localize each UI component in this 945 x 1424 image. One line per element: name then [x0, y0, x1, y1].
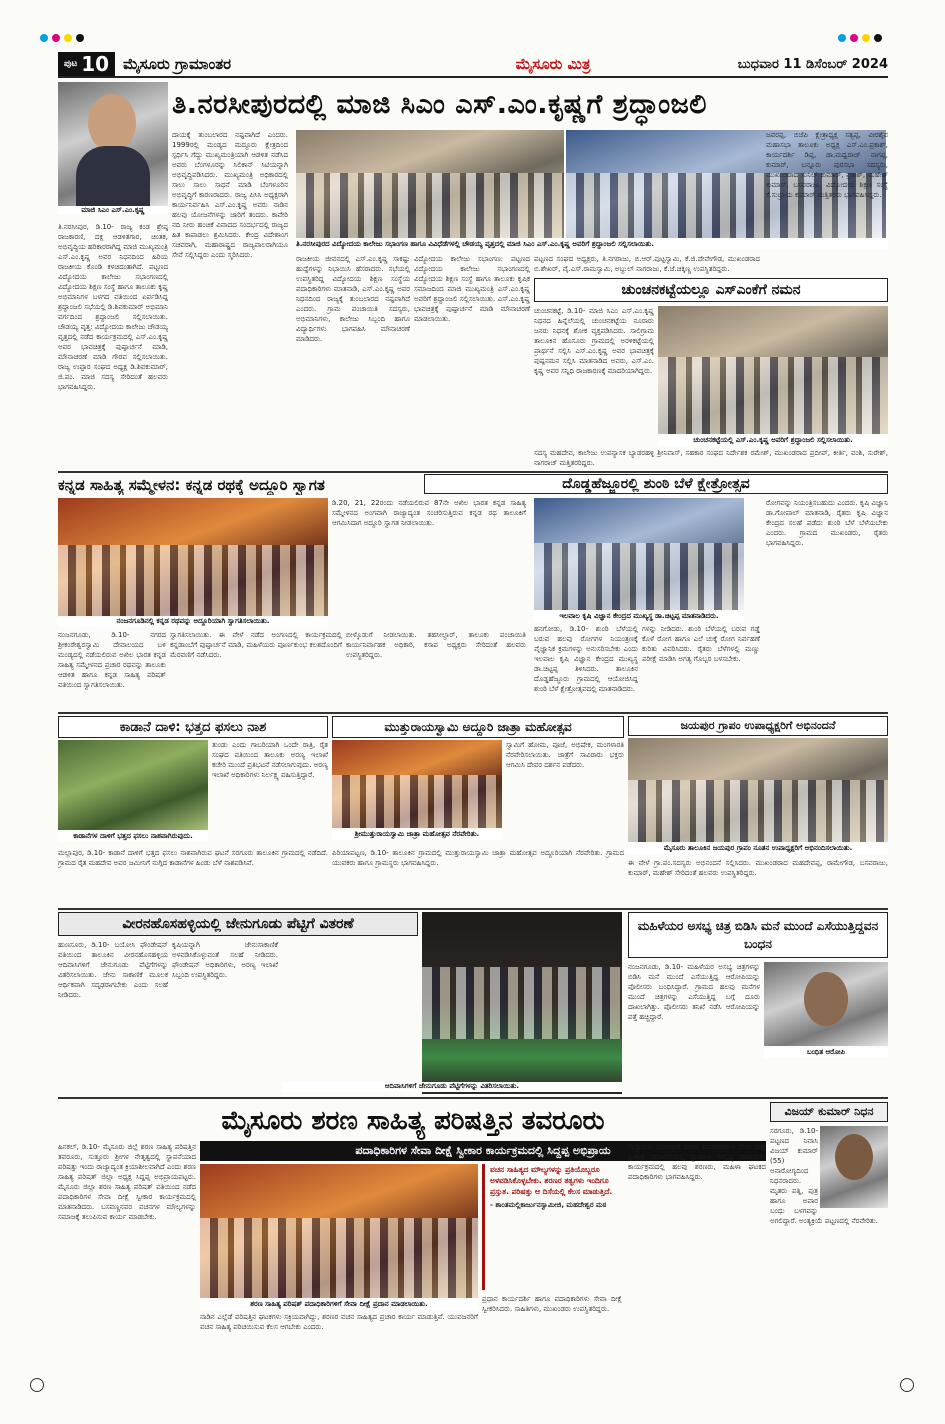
jatra-col-2: ಪಿರಿಯಾಪಟ್ಟಣ, ಡಿ.10- ತಾಲೂಕಿನ ಗ್ರಾಮದಲ್ಲಿ ಮುತ್ತುರಾಯಸ್ವಾಮಿ ಜಾತ್ರಾ ಮಹೋತ್ಸವ ಅದ್ದೂರಿಯಾಗಿ ನೆರವೇರಿತು. ಗ್ರಾಮದ ಯುವಕರು ಹಾಗೂ ಗ್ರಾಮಸ್ಥರು ಭಾಗವಹಿಸಿದ್ದರು. [332, 849, 624, 867]
sahitya-side: ಡಿ.20, 21, 22ರಂದು ನಡೆಯಲಿರುವ 87ನೇ ಅಖಿಲ ಭಾರತ ಕನ್ನಡ ಸಾಹಿತ್ಯ ಸಮ್ಮೇಳನದ ಅಂಗವಾಗಿ ರಾಜ್ಯಾದ್ಯಂತ ಸಂಚರಿಸುತ್ತಿರುವ ಕನ್ನಡ ರಥ ತಾಲೂಕಿಗೆ ಆಗಮಿಸಿದಾಗ ಅದ್ದೂರಿ ಸ್ವಾಗತ ನೀಡಲಾಯಿತು. [332, 499, 526, 527]
magenta-dot [52, 34, 60, 42]
portrait-caption: ಮಾಜಿ ಸಿಎಂ ಎಸ್.ಎಂ.ಕೃಷ್ಣ [58, 206, 168, 215]
cyan-dot [40, 34, 48, 42]
divider [58, 712, 888, 714]
mahile-body: ನಂಜನಗೂಡು, ಡಿ.10- ಮಹಿಳೆಯರ ಅಸಭ್ಯ ಚಿತ್ರಗಳನ್ನು ಬಿಡಿಸಿ ಮನೆ ಮುಂದೆ ಎಸೆಯುತ್ತಿದ್ದ ಆರೋಪಿಯನ್ನು ಪೊಲೀಸರು ಬಂಧಿಸಿದ್ದಾರೆ. ಗ್ರಾಮದ ಹಲವು ಮನೆಗಳ ಮುಂದೆ ಚಿತ್ರಗಳನ್ನು ಎಸೆಯುತ್ತಿದ್ದ ಬಗ್ಗೆ ದೂರು ದಾಖಲಾಗಿತ್ತು. ಪೊಲೀಸರು ತನಿಖೆ ನಡೆಸಿ ಆರೋಪಿಯನ್ನು ಪತ್ತೆ ಹಚ್ಚಿದ್ದಾರೆ. [628, 963, 760, 1021]
nidhana-headline: ವಿಜಯ್ ಕುಮಾರ್ ನಿಧನ [770, 1102, 888, 1122]
page-number: 10 [81, 52, 110, 76]
masthead [58, 52, 888, 78]
dodda-col-2: ಗಳನ್ನು ನೀಡಿದರು. ಶುಂಠಿ ಬೆಳೆಯಲ್ಲಿ ಬರುವ ಗಡ್ಡೆ ಕೊಳೆ ರೋಗ ಹಾಗೂ ಎಲೆ ಚುಕ್ಕೆ ರೋಗ ನಿರ್ವಹಣೆ ಕುರಿತು ವಿವರಿಸಿದರು. ರೈತರು ಬೆಳೆಗಳಲ್ಲಿ ಮಣ್ಣು ಪರೀಕ್ಷೆ ಮಾಡಿಸಿ ಅಗತ್ಯ ಗೊಬ್ಬರ ಬಳಸಬೇಕು. [642, 625, 760, 663]
sahitya-photo [58, 498, 328, 616]
sharana-photo [200, 1164, 478, 1298]
lead-col-2: ದಾಯಕ್ಕೆ ತುಂಬಲಾರದ ನಷ್ಟವಾಗಿದೆ ಎಂದರು. 1999ರಲ್ಲಿ ಮಂಡ್ಯದ ಮದ್ದೂರು ಕ್ಷೇತ್ರದಿಂದ ಸ್ಪರ್ಧಿಸಿ ಗೆದ್ದು ಮುಖ್ಯಮಂತ್ರಿಯಾಗಿ ಆಡಳಿತ ನಡೆಸಿದ ಅವರು ಬೆಂಗಳೂರನ್ನು ಸಿಲಿಕಾನ್ ಸಿಟಿಯನ್ನಾಗಿ ಅಭಿವೃದ್ಧಿಪಡಿಸಿದರು. ಮುಖ್ಯಮಂತ್ರಿ ಅಧಿಕಾರದಲ್ಲಿ ಸಾಲು ಸಾಲು ಸಾಧನೆ ಮಾಡಿ ಬೆಂಗಳೂರಿನ ಅಭಿವೃದ್ಧಿಗೆ ಕಾರಣರಾದರು. ರಾಜ್ಯ ಪಿಸಿಸಿ ಅಧ್ಯಕ್ಷರಾಗಿ ಕಾರ್ಯನಿರ್ವಹಿಸಿ ಎಸ್.ಎಂ.ಕೃಷ್ಣ ಅವರು ನಾಡಿನ ಹಲವು ಯೋಜನೆಗಳನ್ನು ಜಾರಿಗೆ ತಂದರು. ಕಾವೇರಿ ನದಿ ನೀರು ಹಂಚಿಕೆ ವಿವಾದದ ಸಂದರ್ಭದಲ್ಲಿ ರಾಜ್ಯದ ಹಿತ ಕಾಪಾಡಲು ಶ್ರಮಿಸಿದರು. ಕೇಂದ್ರ ವಿದೇಶಾಂಗ ಸಚಿವರಾಗಿ, ಮಹಾರಾಷ್ಟ್ರದ ರಾಜ್ಯಪಾಲರಾಗಿಯೂ ಸೇವೆ ಸಲ್ಲಿಸಿದ್ದರು ಎಂದು ಸ್ಮರಿಸಿದರು. [172, 131, 288, 259]
page-label: ಪುಟ [64, 59, 78, 69]
registration-mark [900, 1378, 914, 1392]
chunchanakatte-photo-caption: ಚುಂಚನಕಟ್ಟೆಯಲ್ಲಿ ಎಸ್.ಎಂ.ಕೃಷ್ಣ ಅವರಿಗೆ ಶ್ರದ್ಧಾಂಜಲಿ ಸಲ್ಲಿಸಲಾಯಿತು. [658, 436, 888, 446]
sharana-col-3: ಪ್ರಧಾನ ಕಾರ್ಯದರ್ಶಿ ಹಾಗೂ ಪದಾಧಿಕಾರಿಗಳು ಸೇವಾ ದೀಕ್ಷೆ ಸ್ವೀಕರಿಸಿದರು. ಸಾಹಿತಿಗಳು, ಮುಖಂಡರು ಉಪಸ್ಥಿತರಿದ್ದರು. [482, 1295, 622, 1313]
jatra-photo [332, 740, 502, 828]
kadane-photo-caption: ಕಾಡಾನೆಗಳ ದಾಳಿಗೆ ಭತ್ತದ ಫಸಲು ನಾಶವಾಗಿರುವುದು. [58, 832, 208, 842]
lead-col-6: ಜವರಪ್ಪ, ಬಿಜೆಪಿ ಕ್ಷೇತ್ರಾಧ್ಯಕ್ಷ ಸತ್ಯಪ್ಪ, ವೀರಶೈವ ಮಹಾಸಭಾ ತಾಲೂಕು ಅಧ್ಯಕ್ಷ ಎಸ್.ಎಂ.ಪ್ರಕಾಶ್, ಕಾರ್ಯದರ್ಶಿ ಡಿಪ್ಪ, ಡಾ.ಮಧ್ವರಾಜ್ ನಾಗಪ್ಪ, ಕುಮಾರ್, ಬನ್ನೂರು ಪುರಸಭಾ ಸದಸ್ಯರು, ಮುಖಂಡರಾದ ಸುನಿಲ್ ಕುಮಾರ್, ಪ್ರಕಾಶ್, ಮಹೇಶ್ ಕುಮಾರ್, ಬಸವರಾಜು, ವಿದ್ಯೋದಯ ಶಿಕ್ಷಣ ಸಂಸ್ಥೆ ಕೆ.ಸುಬ್ರಾಯ ಕುಮಾರ್ ಮತ್ತಿತರರು ಭಾಗವಹಿಸಿದ್ದರು. [766, 131, 888, 199]
mahile-headline: ಮಹಿಳೆಯರ ಅಸಭ್ಯ ಚಿತ್ರ ಬಿಡಿಸಿ ಮನೆ ಮುಂದೆ ಎಸೆಯುತ್ತಿದ್ದವನ ಬಂಧನ [628, 912, 888, 958]
sahitya-photo-caption: ನಂಜನಗೂಡಿನಲ್ಲಿ ಕನ್ನಡ ರಥವನ್ನು ಅದ್ದೂರಿಯಾಗಿ ಸ್ವಾಗತಿಸಲಾಯಿತು. [58, 617, 328, 627]
lead-photo-caption: ತಿ.ನರಸೀಪುರದ ವಿದ್ಯೋದಯ ಕಾಲೇಜು ಸಭಾಂಗಣ ಹಾಗೂ ವಿವಿಧೆಡೆಗಳಲ್ಲಿ ಚೌಡಯ್ಯ ವೃತ್ತದಲ್ಲಿ ಮಾಜಿ ಸಿಎಂ ಎಸ್.ಎಂ.ಕೃಷ್ಣ ಅವರಿಗೆ ಶ್ರದ್ಧಾಂಜಲಿ ಸಲ್ಲಿಸಲಾಯಿತು. [296, 240, 888, 250]
dodda-headline: ದೊಡ್ಡಹೆಜ್ಜೂರಲ್ಲಿ ಶುಂಠಿ ಬೆಳೆ ಕ್ಷೇತ್ರೋತ್ಸವ [424, 474, 888, 494]
jayapura-photo-caption: ಮೈಸೂರು ತಾಲೂಕಿನ ಜಯಪುರ ಗ್ರಾಪಂ ನೂತನ ಉಪಾಧ್ಯಕ್ಷರಿಗೆ ಅಭಿನಂದಿಸಲಾಯಿತು. [628, 844, 888, 854]
jatra-photo-caption: ಶ್ರೀಮುತ್ತುರಾಯಸ್ವಾಮಿ ಜಾತ್ರಾ ಮಹೋತ್ಸವ ನೆರವೇರಿತು. [332, 830, 502, 840]
sharana-col-4: ಸಂಸ್ಥಾಪನಾ ದಿನಾಚರಣೆ ಹಾಗೂ ಪದಾಧಿಕಾರಿಗಳ ಸೇವಾ ದೀಕ್ಷೆ ಸ್ವೀಕಾರ ಸಮಾರಂಭದಲ್ಲಿ ಸ್ವಾಮೀಜಿ ಸಾನ್ನಿಧ್ಯ ವಹಿಸಿದ್ದರು. ಕಾರ್ಯಕ್ರಮದಲ್ಲಿ ಹಲವು ಶರಣರು, ಮಹಿಳಾ ಘಟಕದ ಪದಾಧಿಕಾರಿಗಳು ಭಾಗವಹಿಸಿದ್ದರು. [628, 1143, 766, 1181]
chunchanakatte-photo [658, 306, 888, 434]
sahitya-col-1: ನಂಜನಗೂಡು, ಡಿ.10- ನಗರದ ಶ್ರೀಕಂಠೇಶ್ವರಸ್ವಾಮಿ ದೇವಾಲಯದ ಬಳಿ ಮಂಡ್ಯದಲ್ಲಿ ನಡೆಯಲಿರುವ ಅಖಿಲ ಭಾರತ ಕನ್ನಡ ಸಾಹಿತ್ಯ ಸಮ್ಮೇಳನದ ಪ್ರಚಾರ ರಥವನ್ನು ತಾಲೂಕು ಆಡಳಿತ ಹಾಗೂ ಕನ್ನಡ ಸಾಹಿತ್ಯ ಪರಿಷತ್ ವತಿಯಿಂದ ಸ್ವಾಗತಿಸಲಾಯಿತು. [58, 631, 166, 689]
lead-col-5: ಪಟ್ಟಣದ ಸಂಘದ ಅಧ್ಯಕ್ಷರು, ತಿ.ನಗರಾಜು, ಬಿ.ಆರ್.ಪುಟ್ಟಸ್ವಾಮಿ, ಕೆ.ಜಿ.ದೇವೇಗೌಡ, ಮುಖಂಡರಾದ ಬಿ.ಶೇಖರ್, ವೈ.ಎಸ್.ರಾಮಸ್ವಾಮಿ, ಅಬ್ದುಲ್ ನಾಗರಾಜು, ಕೆ.ಜೆ.ಚಿಕ್ಕಣ್ಣ ಉಪಸ್ಥಿತರಿದ್ದರು. [534, 255, 760, 273]
sharana-quote-box [482, 1164, 622, 1290]
jatra-headline: ಮುತ್ತುರಾಯಸ್ವಾಮಿ ಅದ್ದೂರಿ ಜಾತ್ರಾ ಮಹೋತ್ಸವ [332, 716, 624, 738]
black-dot [874, 34, 882, 42]
jayapura-photo [628, 738, 888, 842]
issue-date: ಬುಧವಾರ 11 ಡಿಸೆಂಬರ್ 2024 [737, 56, 888, 72]
sharana-col-2: ನಾಡಿನ ಎಲ್ಲೆಡೆ ಪರಿಷತ್ತಿನ ಘಟಕಗಳು ಸಕ್ರಿಯವಾಗಿದ್ದು, ಶರಣರ ವಚನ ಸಾಹಿತ್ಯದ ಪ್ರಚಾರ ಕಾರ್ಯ ಮಾಡುತ್ತಿವೆ. ಯುವಜನರಿಗೆ ವಚನ ಸಾಹಿತ್ಯ ಪರಿಚಯಿಸುವ ಕೆಲಸ ಆಗಬೇಕು ಎಂದರು. [200, 1313, 478, 1331]
divider [58, 908, 888, 910]
lead-col-1: ತಿ.ನರಸೀಪುರ, ಡಿ.10- ರಾಜ್ಯ ಕಂಡ ಶ್ರೇಷ್ಠ ರಾಜಕಾರಣಿ, ದಕ್ಷ ಆಡಳಿತಗಾರ, ಚಿಂತಕ, ಅಭಿವೃದ್ಧಿಯ ಹರಿಕಾರರಾಗಿದ್ದ ಮಾಜಿ ಮುಖ್ಯಮಂತ್ರಿ ಎಸ್.ಎಂ.ಕೃಷ್ಣ ಅವರ ನಿಧನದಿಂದ ಹಿರಿಯ ರಾಜಕೀಯ ಕೊಂಡಿ ಕಳಚಿದಂತಾಗಿದೆ. ಪಟ್ಟಣದ ವಿದ್ಯೋದಯ ಕಾಲೇಜು ಸಭಾಂಗಣದಲ್ಲಿ ವಿದ್ಯೋದಯ ಶಿಕ್ಷಣ ಸಂಸ್ಥೆ ಹಾಗೂ ತಾಲೂಕು ಕೃಷ್ಣ ಅಭಿಮಾನಿಗಳ ಬಳಗದ ವತಿಯಿಂದ ಏರ್ಪಡಿಸಿದ್ದ ಶ್ರದ್ಧಾಂಜಲಿ ಸಭೆಯಲ್ಲಿ ಡಿ.ಶಿವಕುಮಾರ್ ಅಭಿಮಾನಿ ವರ್ಗದಿಂದ ಶ್ರದ್ಧಾಂಜಲಿ ಸಲ್ಲಿಸಲಾಯಿತು. ಚೌಡಯ್ಯ ವೃತ್ತ: ವಿದ್ಯೋದಯ ಕಾಲೇಜು ಚೌಡಯ್ಯ ವೃತ್ತದಲ್ಲಿ ನಡೆದ ಕಾರ್ಯಕ್ರಮದಲ್ಲಿ ಎಸ್.ಎಂ.ಕೃಷ್ಣ ಅವರ ಭಾವಚಿತ್ರಕ್ಕೆ ಪುಷ್ಪಾರ್ಚನೆ ಮಾಡಿ, ಮೌನಾಚರಣೆ ಮಾಡಿ ಗೌರವ ಸಲ್ಲಿಸಲಾಯಿತು. ರಾಜ್ಯ ಉಪ್ಪಾರ ಸಂಘದ ಅಧ್ಯಕ್ಷ ಡಿ.ಶಿವಕುಮಾರ್, ಜಿ.ಪಂ. ಮಾಜಿ ಸದಸ್ಯ ಸೇರಿದಂತೆ ಹಲವರು ಭಾಗವಹಿಸಿದ್ದರು. [58, 223, 168, 391]
jayapura-headline: ಜಯಪುರ ಗ್ರಾಪಂ ಉಪಾಧ್ಯಕ್ಷರಿಗೆ ಅಭಿನಂದನೆ [628, 716, 888, 736]
jayapura-body: ಈ ವೇಳೆ ಗ್ರಾ.ಪಂ.ಸದಸ್ಯರು ಅಭಿನಂದನೆ ಸಲ್ಲಿಸಿದರು. ಮುಖಂಡರಾದ ಮಹದೇವಪ್ಪ, ರಾಮೇಗೌಡ, ಬಸವರಾಜು, ಕುಮಾರ್, ಮಹೇಶ್ ಸೇರಿದಂತೆ ಹಲವರು ಉಪಸ್ಥಿತರಿದ್ದರು. [628, 859, 888, 877]
nidhana-body [770, 1126, 888, 1372]
page-number-box [58, 52, 115, 76]
dodda-photo [534, 498, 744, 610]
sharana-col-1: ಹಿನಕಲ್, ಡಿ.10- ಮೈಸೂರು ಜಿಲ್ಲೆ ಶರಣ ಸಾಹಿತ್ಯ ಪರಿಷತ್ತಿನ ತವರೂರು, ಸುತ್ತೂರು ಶ್ರೀಗಳ ನೇತೃತ್ವದಲ್ಲಿ ಸ್ಥಾಪನೆಯಾದ ಪರಿಷತ್ತು ಇಂದು ರಾಜ್ಯಾದ್ಯಂತ ಕ್ರಿಯಾಶೀಲವಾಗಿದೆ ಎಂದು ಶರಣ ಸಾಹಿತ್ಯ ಪರಿಷತ್ ಜಿಲ್ಲಾ ಅಧ್ಯಕ್ಷ ಸಿದ್ದಪ್ಪ ಅಭಿಪ್ರಾಯಪಟ್ಟರು. ಮೈಸೂರು ಜಿಲ್ಲಾ ಶರಣ ಸಾಹಿತ್ಯ ಪರಿಷತ್ ವತಿಯಿಂದ ನಡೆದ ಪದಾಧಿಕಾರಿಗಳ ಸೇವಾ ದೀಕ್ಷೆ ಸ್ವೀಕಾರ ಕಾರ್ಯಕ್ರಮದಲ್ಲಿ ಮಾತನಾಡಿದರು. ಬಸವಣ್ಣನವರ ವಚನಗಳ ಮೌಲ್ಯಗಳನ್ನು ಸಮಾಜಕ್ಕೆ ತಲುಪಿಸುವ ಕಾರ್ಯ ಮಾಡಬೇಕು. [58, 1143, 196, 1221]
paper-name: ಮೈಸೂರು ಮಿತ್ರ [515, 55, 591, 73]
mahile-photo-caption: ಬಂಧಿತ ಆರೋಪಿ [764, 1048, 888, 1058]
registration-mark [30, 1378, 44, 1392]
dodda-col-3: ರೋಗವನ್ನು ನಿಯಂತ್ರಿಸಬಹುದು ಎಂದರು. ಕೃಷಿ ವಿಜ್ಞಾನಿ ಡಾ.ಗೋಪಾಲ್ ಮಾತನಾಡಿ, ರೈತರು ಕೃಷಿ ವಿಜ್ಞಾನ ಕೇಂದ್ರದ ಸಲಹೆ ಪಡೆದು ಶುಂಠಿ ಬೆಳೆ ಬೆಳೆಯಬೇಕು ಎಂದರು. ಗ್ರಾಮದ ಮುಖಂಡರು, ರೈತರು ಭಾಗವಹಿಸಿದ್ದರು. [766, 499, 888, 547]
yellow-dot [862, 34, 870, 42]
chunchanakatte-headline: ಚುಂಚನಕಟ್ಟೆಯಲ್ಲೂ ಎಸ್‌ಎಂಕೆಗೆ ನಮನ [534, 278, 888, 302]
section-title: ಮೈಸೂರು ಗ್ರಾಮಾಂತರ [123, 55, 232, 73]
magenta-dot [850, 34, 858, 42]
sahitya-col-2: ಸ್ವಾಗತಿಸಲಾಯಿತು. ಈ ವೇಳೆ ನಡೆದ ಅಂಗಣದಲ್ಲಿ ಕಾರ್ಯಕ್ರಮದಲ್ಲಿ ಕನ್ನಡಾಂಬೆಗೆ ಪುಷ್ಪಾರ್ಚನೆ ಮಾಡಿ, ಮಹಿಳೆಯರು ಪೂರ್ಣಕುಂಭ ಕಲಶದೊಂದಿಗೆ ಮೆರವಣಿಗೆ ನಡೆಸಿದರು. [170, 631, 342, 659]
sahitya-headline: ಕನ್ನಡ ಸಾಹಿತ್ಯ ಸಮ್ಮೇಳನ: ಕನ್ನಡ ರಥಕ್ಕೆ ಅದ್ದೂರಿ ಸ್ವಾಗತ [58, 476, 325, 494]
divider [58, 471, 888, 473]
portrait-photo [58, 82, 168, 218]
jatra-col-1: ಸ್ವಾಮಿಗೆ ಹೋಮ, ಪೂಜೆ, ಅಭಿಷೇಕ, ಮಂಗಳಾರತಿ ನೆರವೇರಿಸಲಾಯಿತು. ಜಾತ್ರೆಗೆ ಸಾವಿರಾರು ಭಕ್ತರು ಆಗಮಿಸಿ ದೇವರ ದರ್ಶನ ಪಡೆದರು. [506, 741, 624, 769]
jenu-col-2: ಕೃಷಿಯನ್ನಾಗಿ ಜೇನುಸಾಕಾಣಿಕೆ ಅಳವಡಿಸಿಕೊಳ್ಳುವಂತೆ ಸಲಹೆ ನೀಡಿದರು. ಫೌಂಡೇಷನ್ ಅಧಿಕಾರಿಗಳು, ಅರಣ್ಯ ಇಲಾಖೆ ಸಿಬ್ಬಂದಿ ಉಪಸ್ಥಿತರಿದ್ದರು. [172, 941, 278, 979]
jenu-headline: ವೀರನಹೊಸಹಳ್ಳಿಯಲ್ಲಿ ಜೇನುಗೂಡು ಪೆಟ್ಟಿಗೆ ವಿತರಣೆ [58, 912, 418, 936]
lead-col-4: ವಿದ್ಯೋದಯ ಕಾಲೇಜು ಸಭಾಂಗಣ: ಪಟ್ಟಣದ ವಿದ್ಯೋದಯ ಕಾಲೇಜು ಸಭಾಂಗಣದಲ್ಲಿ ವಿದ್ಯೋದಯ ಶಿಕ್ಷಣ ಸಂಸ್ಥೆ ಹಾಗೂ ತಾಲೂಕು ಕೃಷಿಕ ಸಮಾಜದಿಂದ ಮಾಜಿ ಮುಖ್ಯಮಂತ್ರಿ ಎಸ್.ಎಂ.ಕೃಷ್ಣ ಅವರಿಗೆ ಶ್ರದ್ಧಾಂಜಲಿ ಸಲ್ಲಿಸಲಾಯಿತು. ಎಸ್.ಎಂ.ಕೃಷ್ಣ ಭಾವಚಿತ್ರಕ್ಕೆ ಪುಷ್ಪಾರ್ಚನೆ ಮಾಡಿ ಮೌನಾಚರಣೆ ಮಾಡಲಾಯಿತು. [414, 255, 530, 323]
black-dot [76, 34, 84, 42]
sm-krishna-portrait [58, 82, 168, 206]
sharana-subhead: ಪದಾಧಿಕಾರಿಗಳ ಸೇವಾ ದೀಕ್ಷೆ ಸ್ವೀಕಾರ ಕಾರ್ಯಕ್ರಮದಲ್ಲಿ ಸಿದ್ದಪ್ಪ ಅಭಿಪ್ರಾಯ [200, 1141, 766, 1161]
dodda-photo-caption: ಇಲವಾಲ ಕೃಷಿ ವಿಜ್ಞಾನ ಕೇಂದ್ರದ ಮುಖ್ಯಸ್ಥ ಡಾ.ಚಿಟ್ಟಪ್ಪ ಮಾತನಾಡಿದರು. [534, 612, 744, 622]
kadane-col-2: ಮಲ್ಲಾಪುರ, ಡಿ.10- ಕಾಡಾನೆ ದಾಳಿಗೆ ಭತ್ತದ ಫಸಲು ನಾಶವಾಗಿರುವ ಘಟನೆ ಸರಗೂರು ತಾಲೂಕಿನ ಗ್ರಾಮದಲ್ಲಿ ನಡೆದಿದೆ. ಗ್ರಾಮದ ರೈತ ಮಹದೇವ ಅವರ ಜಮೀನಿಗೆ ನುಗ್ಗಿದ ಕಾಡಾನೆಗಳ ಹಿಂಡು ಬೆಳೆ ನಾಶಪಡಿಸಿವೆ. [58, 849, 328, 867]
yellow-dot [64, 34, 72, 42]
jenu-col-1: ಹುಣಸೂರು, ಡಿ.10- ಬಯೋಸಿ ಫೌಂಡೇಷನ್ ವತಿಯಿಂದ ತಾಲೂಕಿನ ವೀರನಹೊಸಹಳ್ಳಿಯ ಆದಿವಾಸಿಗಳಿಗೆ ಜೇನುಗೂಡು ಪೆಟ್ಟಿಗೆಗಳನ್ನು ವಿತರಿಸಲಾಯಿತು. ಜೇನು ಸಾಕಾಣಿಕೆ ಮೂಲಕ ಆರ್ಥಿಕವಾಗಿ ಸದೃಢರಾಗಬೇಕು ಎಂದು ಸಲಹೆ ನೀಡಿದರು. [58, 941, 168, 999]
cyan-dot [838, 34, 846, 42]
chunchanakatte-tail: ಸದಸ್ಯ ಮಹದೇವ, ಕಾಲೇಜು ಉಪನ್ಯಾಸಕ ಬ್ಯಾಡರಹಳ್ಳಿ ಶ್ರೀನಿವಾಸ್, ಸಹಕಾರ ಸಂಘದ ನಿರ್ದೇಶಕ ರಮೇಶ್, ಮುಖಂಡರಾದ ಪ್ರದೀಪ್, ಕೀರ್ತಿ, ವಂಶಿ, ಸುರೇಶ್, ನಾಗರಾಜ್ ಮತ್ತಿತರರಿದ್ದರು. [534, 449, 888, 467]
sharana-quote: ವಚನ ಸಾಹಿತ್ಯದ ಮೌಲ್ಯಗಳನ್ನು ಪ್ರತಿಯೊಬ್ಬರೂ ಅಳವಡಿಸಿಕೊಳ್ಳಬೇಕು. ಶರಣರ ತತ್ವಗಳು ಇಂದಿಗೂ ಪ್ರಸ್ತುತ. ಪರಿಷತ್ತು ಆ ದಿಸೆಯಲ್ಲಿ ಕೆಲಸ ಮಾಡುತ್ತಿದೆ. [490, 1165, 613, 1196]
sharana-photo-caption: ಶರಣ ಸಾಹಿತ್ಯ ಪರಿಷತ್ ಪದಾಧಿಕಾರಿಗಳಿಗೆ ಸೇವಾ ದೀಕ್ಷೆ ಪ್ರದಾನ ಮಾಡಲಾಯಿತು. [200, 1300, 478, 1310]
sahitya-col-3: ಬೀಳ್ಕೊಡುಗೆ ನೀಡಲಾಯಿತು. ತಹಸೀಲ್ದಾರ್, ತಾಲೂಕು ಪಂಚಾಯಿತಿ ಕಾರ್ಯನಿರ್ವಾಹಕ ಅಧಿಕಾರಿ, ಕಸಾಪ ಅಧ್ಯಕ್ಷರು ಸೇರಿದಂತೆ ಹಲವರು ಉಪಸ್ಥಿತರಿದ್ದರು. [346, 631, 526, 659]
lead-col-3: ರಾಜಕೀಯ ಜೀವನದಲ್ಲಿ ಎಸ್.ಎಂ.ಕೃಷ್ಣ ಸಾಕಷ್ಟು ಹುದ್ದೆಗಳನ್ನು ನಿಭಾಯಿಸಿ ಹೆಸರಾದರು. ಸಭೆಯಲ್ಲಿ ಉಪಸ್ಥಿತರಿದ್ದ ವಿದ್ಯೋದಯ ಶಿಕ್ಷಣ ಸಂಸ್ಥೆಯ ಪದಾಧಿಕಾರಿಗಳು ಮಾತನಾಡಿ, ಎಸ್.ಎಂ.ಕೃಷ್ಣ ಅವರ ನಿಧನದಿಂದ ರಾಜ್ಯಕ್ಕೆ ತುಂಬಲಾರದ ನಷ್ಟವಾಗಿದೆ ಎಂದರು. ಗ್ರಾಮ ಪಂಚಾಯಿತಿ ಸದಸ್ಯರು, ಅಭಿಮಾನಿಗಳು, ಕಾಲೇಜು ಸಿಬ್ಬಂದಿ ಹಾಗೂ ವಿದ್ಯಾರ್ಥಿಗಳು ಭಾಗವಹಿಸಿ ಮೌನಾಚರಣೆ ಮಾಡಿದರು. [296, 255, 410, 343]
lead-photo-1 [296, 130, 564, 238]
kadane-col-1: ತುಂಡು ಎಂದು ಗಾಬರಿಯಾಗಿ ಒಂದೇ ರಾತ್ರಿ, ರೈತ ಸಂಘದ ವತಿಯಿಂದ ತಾಲೂಕು ಅರಣ್ಯ ಇಲಾಖೆ ಕಚೇರಿ ಮುಂದೆ ಪ್ರತಿಭಟನೆ ನಡೆಸಲಾಗುವುದು. ಅರಣ್ಯ ಇಲಾಖೆ ಅಧಿಕಾರಿಗಳು ನಿರ್ಲಕ್ಷ್ಯ ವಹಿಸುತ್ತಿದ್ದಾರೆ. [212, 741, 328, 779]
sharana-headline: ಮೈಸೂರು ಶರಣ ಸಾಹಿತ್ಯ ಪರಿಷತ್ತಿನ ತವರೂರು [221, 1106, 605, 1136]
divider [58, 1097, 888, 1099]
lead-headline: ತಿ.ನರಸೀಪುರದಲ್ಲಿ ಮಾಜಿ ಸಿಎಂ ಎಸ್.ಎಂ.ಕೃಷ್ಣಗೆ ಶ್ರದ್ಧಾಂಜಲಿ [172, 89, 707, 120]
sharana-quote-author: - ಶಾಂತಮಲ್ಲಿಕಾರ್ಜುನಸ್ವಾಮೀಜಿ, ಮಹದೇಶ್ವರ ಮಠ [490, 1201, 607, 1209]
chunchanakatte-body: ಚುಂಚನಕಟ್ಟೆ, ಡಿ.10- ಮಾಜಿ ಸಿಎಂ ಎಸ್.ಎಂ.ಕೃಷ್ಣ ನಿಧನದ ಹಿನ್ನೆಲೆಯಲ್ಲಿ ಚುಂಚನಕಟ್ಟೆಯ ನೂರಾರು ಜನರು ನಿಧನಕ್ಕೆ ಶೋಕ ವ್ಯಕ್ತಪಡಿಸಿದರು. ಸಾಲಿಗ್ರಾಮ ತಾಲೂಕಿನ ಹೊಸೂರು ಗ್ರಾಮದಲ್ಲಿ ಅರಳಿಕಟ್ಟೆಯಲ್ಲಿ ಪ್ರಾರ್ಥನೆ ಸಲ್ಲಿಸಿ ಎಸ್.ಎಂ.ಕೃಷ್ಣ ಅವರ ಭಾವಚಿತ್ರಕ್ಕೆ ಪುಷ್ಪನಮನ ಸಲ್ಲಿಸಿ ಮಾತನಾಡಿದ ಅವರು, ಎಸ್.ಎಂ. ಕೃಷ್ಣ ಅವರ ಸನ್ನಿಧಿ ರಾಜಕಾರಣಕ್ಕೆ ಮಾದರಿಯಾಗಿದ್ದರು. [534, 307, 654, 375]
mahile-photo [764, 962, 888, 1046]
kadane-photo [58, 740, 208, 830]
jenu-photo-caption: ಆದಿವಾಸಿಗಳಿಗೆ ಜೇನುಗೂಡು ಪೆಟ್ಟಿಗೆಗಳನ್ನು ವಿತರಿಸಲಾಯಿತು. [282, 1082, 622, 1092]
dodda-col-1: ಹನಗೋಡು, ಡಿ.10- ಶುಂಠಿ ಬೆಳೆಯಲ್ಲಿ ಬರುವ ಹಲವು ರೋಗಗಳ ನಿಯಂತ್ರಣಕ್ಕೆ ವೈಜ್ಞಾನಿಕ ಕ್ರಮಗಳನ್ನು ಅನುಸರಿಸಬೇಕು ಎಂದು ಇಲವಾಲ ಕೃಷಿ ವಿಜ್ಞಾನ ಕೇಂದ್ರದ ಮುಖ್ಯಸ್ಥ ಡಾ.ಚಿಟ್ಟಪ್ಪ ತಿಳಿಸಿದರು. ತಾಲೂಕಿನ ದೊಡ್ಡಹೆಜ್ಜೂರು ಗ್ರಾಮದಲ್ಲಿ ಆಯೋಜಿಸಿದ್ದ ಶುಂಠಿ ಬೆಳೆ ಕ್ಷೇತ್ರೋತ್ಸವದಲ್ಲಿ ಮಾತನಾಡಿದರು. [534, 625, 638, 693]
jenu-photo [422, 912, 622, 1094]
kadane-headline: ಕಾಡಾನೆ ದಾಳಿ: ಭತ್ತದ ಫಸಲು ನಾಶ [58, 716, 328, 738]
nidhana-text: ಸರಗೂರು, ಡಿ.10- ಪಟ್ಟಣದ ನಿವಾಸಿ ವಿಜಯ್ ಕುಮಾರ್ (55) ಅನಾರೋಗ್ಯದಿಂದ ನಿಧನರಾದರು. ಮೃತರು ಪತ್ನಿ, ಪುತ್ರ ಹಾಗೂ ಅಪಾರ ಬಂಧು ಬಳಗವನ್ನು ಅಗಲಿದ್ದಾರೆ. ಅಂತ್ಯಕ್ರಿಯೆ ಪಟ್ಟಣದಲ್ಲಿ ನೆರವೇರಿತು. [770, 1127, 878, 1225]
